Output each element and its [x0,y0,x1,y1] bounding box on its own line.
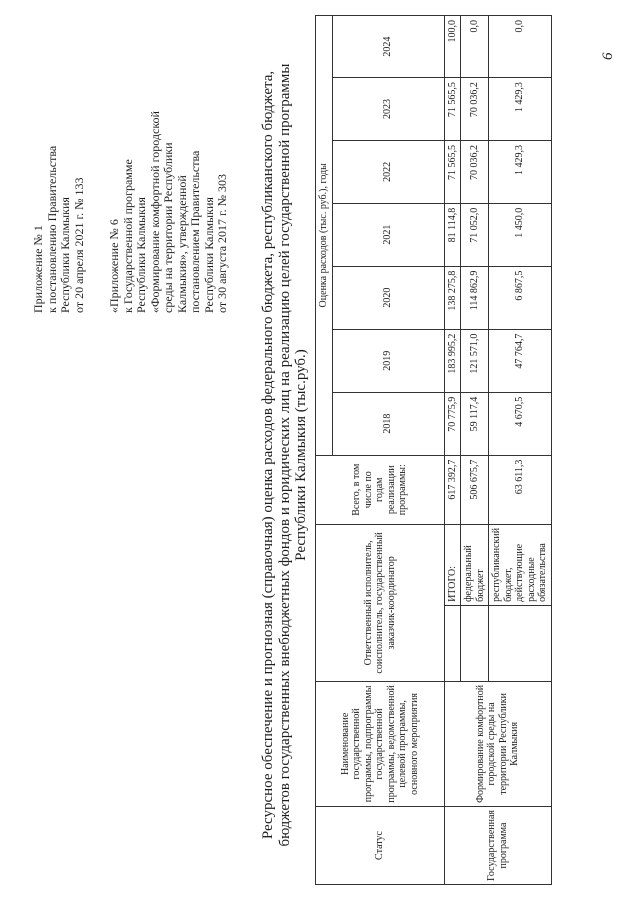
row-value: 1 429,3 [489,78,552,141]
row-value: 70 775,9 [444,392,461,455]
header-total: Всего, в том числе по годам реализации программы: [316,455,445,524]
row-value: 47 764,7 [489,329,552,392]
heading-line: бюджетов государственных внебюджетных фондов и юридических лиц на реализацию целей государственной программы [276,63,293,847]
row-value: 121 571,0 [461,329,489,392]
rotated-page [10,15,630,895]
row-value: 59 117,4 [461,392,489,455]
row-total: 506 675,7 [461,455,489,524]
row-value: 6 867,5 [489,266,552,329]
row-value: 71 052,0 [461,203,489,266]
header-year: 2024 [332,16,444,78]
program-name-cell: Формирование комфортной городской среды на территории Республики Калмыкия [444,681,551,806]
row-label: ИТОГО: [444,524,461,605]
header-year: 2022 [332,140,444,203]
appendix-6-line: среды на территории Республики [161,142,175,313]
appendix-1-line: Республики Калмыкия [58,197,72,313]
row-total: 617 392,7 [444,455,461,524]
row-total: 63 611,3 [489,455,552,524]
row-value: 1 429,3 [489,140,552,203]
row-value: 1 450,0 [489,203,552,266]
row-value: 114 862,9 [461,266,489,329]
header-year: 2020 [332,266,444,329]
appendix-1-line: к постановлению Правительства [44,145,59,313]
executor-cell-empty [461,605,489,681]
row-label: федеральный бюджет [461,524,489,605]
appendix-6-line: Калмыкия», утвержденной [174,175,189,313]
header-year: 2023 [332,78,444,141]
row-value: 0,0 [461,16,489,78]
row-value: 138 275,8 [444,266,461,329]
heading-line: Республики Калмыкия (тыс.руб.) [293,349,309,561]
row-value: 100,0 [444,16,461,78]
appendix-6-line: к Государственной программе [120,159,135,313]
appendix-6-line: «Формирование комфортной городской [147,111,162,313]
appendix-6-line: Республики Калмыкия [134,197,148,313]
appendix-6-line: Республики Калмыкия [201,197,216,313]
status-cell: Государственная программа [444,806,551,884]
header-executor: Ответственный исполнитель, соисполнитель, государственный заказчик-координатор [316,524,445,681]
header-year: 2021 [332,203,444,266]
row-value: 4 670,5 [489,392,552,455]
appendix-1-line: Приложение № 1 [31,225,45,313]
document-heading [260,25,310,885]
page-number: 6 [600,52,616,60]
header-estimate: Оценка расходов (тыс. руб.), годы [316,16,333,456]
table-row [444,16,461,885]
row-value: 183 995,2 [444,329,461,392]
budget-table [315,15,552,885]
row-value: 70 036,2 [461,78,489,141]
executor-cell-empty [489,605,552,681]
appendix-6-block [108,23,230,313]
row-value: 71 565,5 [444,78,461,141]
row-value: 81 114,8 [444,203,461,266]
header-status: Статус [316,806,445,884]
heading-line: Ресурсное обеспечение и прогнозная (справочная) оценка расходов федерального бюджета, республиканского бюджета, [260,70,276,840]
appendix-1-line: от 20 апреля 2021 г. № 133 [71,177,86,313]
header-year: 2019 [332,329,444,392]
row-label: республиканский бюджет, действующие расходные обязательства [489,524,552,605]
appendix-6-line: постановлением Правительства [188,150,202,313]
appendix-6-line: от 30 августа 2017 г. № 303 [215,173,229,313]
row-value: 70 036,2 [461,140,489,203]
appendix-6-line: «Приложение № 6 [107,219,121,313]
appendix-1-block [32,23,86,313]
row-value: 71 565,5 [444,140,461,203]
executor-cell-empty [444,605,461,681]
header-program-name: Наименование государственной программы, подпрограммы государственной программы, ведомственной целевой программы, основного мероприятия [316,681,445,806]
header-year: 2018 [332,392,444,455]
row-value: 0,0 [489,16,552,78]
